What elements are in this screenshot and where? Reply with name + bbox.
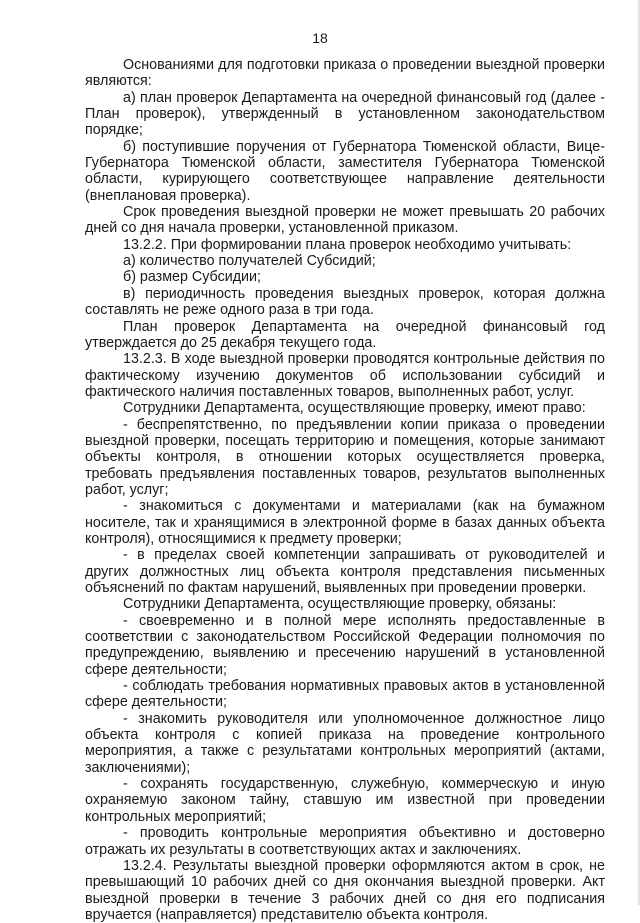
paragraph-right-documents: - знакомиться с документами и материалами (как на бумажном носителе, так и хранящимися в электронной форме в базах данных объекта контроля), относящимися к предмету проверки; — [85, 498, 605, 547]
paragraph-duty-comply: - соблюдать требования нормативных правовых актов в установленной сфере деятельности; — [85, 678, 605, 711]
paragraph-duties-heading: Сотрудники Департамента, осуществляющие проверку, обязаны: — [123, 596, 557, 613]
paragraph-13-2-3: 13.2.3. В ходе выездной проверки проводятся контрольные действия по фактическому изучению документов об использовании субсидий и фактического наличия поставленных товаров, выполненных работ, услуг. — [85, 351, 605, 400]
paragraph-term: Срок проведения выездной проверки не может превышать 20 рабочих дней со дня начала проверки, установленной приказом. — [85, 204, 605, 237]
document-body — [85, 57, 605, 923]
paragraph-rights-heading: Сотрудники Департамента, осуществляющие проверку, имеют право: — [123, 400, 586, 417]
paragraph-13-2-4: 13.2.4. Результаты выездной проверки оформляются актом в срок, не превышающий 10 рабочих дней со дня окончания выездной проверки. Акт выездной проверки в течение 3 рабочих дней со дня его подписания вручается (направляется) представителю объекта контроля. — [85, 857, 605, 923]
paragraph-item-b-orders: б) поступившие поручения от Губернатора Тюменской области, Вице-Губернатора Тюменской области, заместителя Губернатора Тюменской области, курирующего соответствующее направление деятельности (внеплановая проверка). — [85, 138, 605, 204]
paragraph-right-access: - беспрепятственно, по предъявлении копии приказа о проведении выездной проверки, посещать территорию и помещения, которые занимают объекты контроля, в отношении которых осуществляется проверка, требовать предъявления поставленных товаров, результатов выполненных работ, услуг; — [85, 416, 605, 498]
paragraph-item-b-size: б) размер Субсидии; — [123, 269, 262, 286]
paragraph-duty-powers: - своевременно и в полной мере исполнять предоставленные в соответствии с законодательством Российской Федерации полномочия по предупреждению, выявлению и пресечению нарушений в установленной сфере деятельности; — [85, 612, 605, 678]
paragraph-plan-approval: План проверок Департамента на очередной финансовый год утверждается до 25 декабря текущего года. — [85, 318, 605, 351]
page-number: 18 — [312, 30, 328, 46]
paragraph-duty-objective: - проводить контрольные мероприятия объективно и достоверно отражать их результаты в соответствующих актах и заключениях. — [85, 825, 605, 858]
paragraph-item-a-plan: а) план проверок Департамента на очередной финансовый год (далее - План проверок), утвержденный в установленном законодательством порядке; — [85, 89, 605, 139]
paragraph-13-2-2: 13.2.2. При формировании плана проверок необходимо учитывать: — [123, 236, 572, 253]
paragraph-duty-secrecy: - сохранять государственную, служебную, коммерческую и иную охраняемую законом тайну, ставшую им известной при проведении контрольных мероприятий; — [85, 776, 605, 825]
paragraph-item-a-recipients: а) количество получателей Субсидий; — [123, 253, 376, 270]
paragraph-right-request: - в пределах своей компетенции запрашивать от руководителей и других должностных лиц объекта контроля представления письменных объяснений по фактам нарушений, выявленных при проведении проверки. — [85, 547, 605, 596]
paragraph-grounds: Основаниями для подготовки приказа о проведении выездной проверки являются: — [85, 57, 605, 90]
paragraph-item-v-frequency: в) периодичность проведения выездных проверок, которая должна составлять не реже одного раза в три года. — [85, 285, 605, 319]
paragraph-duty-inform: - знакомить руководителя или уполномоченное должностное лицо объекта контроля с копией приказа на проведение контрольного мероприятия, а также с результатами контрольных мероприятий (актами, заключениями); — [85, 710, 605, 776]
